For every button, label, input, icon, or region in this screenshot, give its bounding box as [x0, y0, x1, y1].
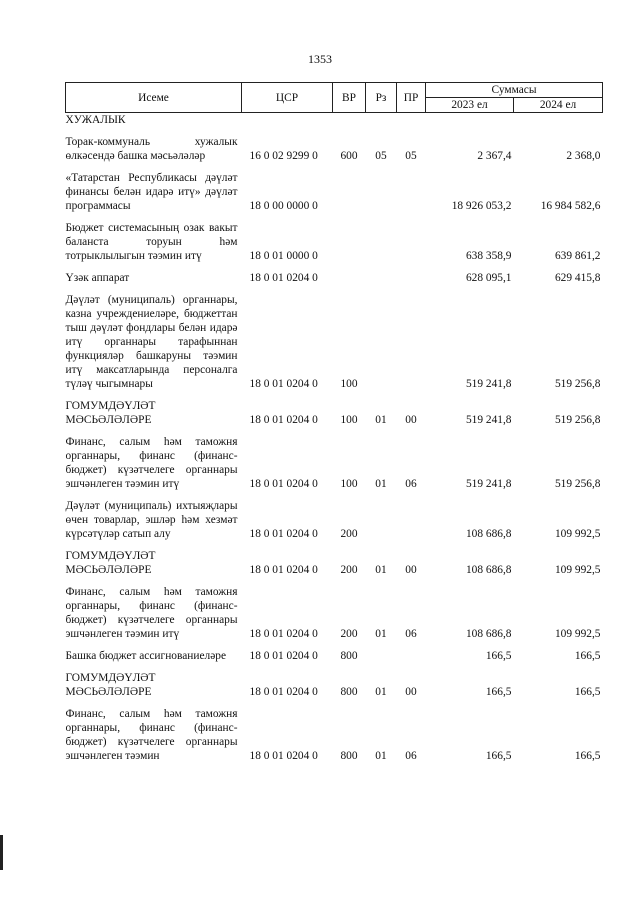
row-vr: [333, 265, 366, 287]
row-value-2023: 628 095,1: [465, 272, 512, 284]
row-pr: 06: [405, 628, 417, 640]
row-rz: [366, 215, 397, 265]
row-value-2024: 519 256,8: [554, 378, 601, 390]
row-name: Дәүләт (муниципаль) органнары, казна учреждениеләре, бюджеттан тыш дәүләт фондлары белән идарә итү органнары тарафыннан функцияләр башкаруны тәэмин итү максатларында персоналга түләү чыгымнары: [65, 294, 238, 390]
row-value-2024: 519 256,8: [554, 414, 601, 426]
row-csr-code: 18 0 01 0204 0: [249, 650, 318, 662]
row-pr: 06: [405, 478, 417, 490]
row-pr: 06: [405, 750, 417, 762]
row-pr: 05: [405, 150, 417, 162]
row-vr: 200: [340, 528, 358, 540]
row-rz: 01: [375, 564, 387, 576]
row-csr-code: 18 0 01 0204 0: [249, 750, 318, 762]
row-rz: [366, 113, 397, 130]
row-value-2023: 519 241,8: [465, 378, 512, 390]
header-year-2023: 2023 ел: [426, 98, 514, 113]
header-csr: ЦСР: [242, 83, 333, 113]
table-row: [66, 429, 603, 493]
row-value-2024: 166,5: [574, 650, 601, 662]
row-value-2024: 166,5: [574, 750, 601, 762]
row-rz: 01: [375, 686, 387, 698]
row-value-2024: [514, 113, 603, 130]
row-value-2023: 166,5: [485, 650, 512, 662]
row-value-2023: 108 686,8: [465, 564, 512, 576]
row-pr: 00: [405, 686, 417, 698]
row-rz: 01: [375, 414, 387, 426]
row-vr: [333, 113, 366, 130]
row-csr-code: 18 0 01 0204 0: [249, 686, 318, 698]
table-row: [66, 287, 603, 393]
row-name: ГОМУМДӘҮЛӘТ МӘСЬӘЛӘЛӘРЕ: [65, 672, 156, 698]
table-row: [66, 643, 603, 665]
row-pr: [397, 215, 426, 265]
row-pr: [397, 113, 426, 130]
row-csr-code: 18 0 01 0204 0: [249, 414, 318, 426]
row-csr-code: 18 0 01 0204 0: [249, 628, 318, 640]
row-vr: 600: [340, 150, 358, 162]
row-csr-code: [242, 113, 333, 130]
row-vr: 100: [340, 378, 358, 390]
row-csr-code: 18 0 01 0204 0: [249, 564, 318, 576]
row-csr-code: 18 0 00 0000 0: [249, 200, 318, 212]
row-vr: 100: [340, 414, 358, 426]
table-row: [66, 113, 603, 130]
row-csr-code: 18 0 01 0204 0: [249, 528, 318, 540]
row-rz: [366, 493, 397, 543]
row-vr: 800: [340, 650, 358, 662]
table-row: [66, 265, 603, 287]
table-row: [66, 543, 603, 579]
table-body: [66, 113, 603, 766]
row-rz: [366, 265, 397, 287]
row-value-2023: 18 926 053,2: [451, 200, 512, 212]
row-rz: 01: [375, 628, 387, 640]
row-vr: 100: [340, 478, 358, 490]
row-name: ГОМУМДӘҮЛӘТ МӘСЬӘЛӘЛӘРЕ: [65, 550, 156, 576]
row-pr: [397, 265, 426, 287]
row-rz: [366, 287, 397, 393]
row-rz: 01: [375, 750, 387, 762]
header-pr: ПР: [397, 83, 426, 113]
row-name: ГОМУМДӘҮЛӘТ МӘСЬӘЛӘЛӘРЕ: [65, 400, 156, 426]
row-csr-code: 18 0 01 0204 0: [249, 478, 318, 490]
row-name: ХУЖАЛЫК: [65, 114, 126, 126]
row-rz: [366, 643, 397, 665]
row-value-2024: 639 861,2: [554, 250, 601, 262]
row-vr: [333, 165, 366, 215]
header-vr: ВР: [333, 83, 366, 113]
table-row: [66, 215, 603, 265]
table-row: [66, 579, 603, 643]
row-rz: 01: [375, 478, 387, 490]
row-value-2023: [426, 113, 514, 130]
row-pr: [397, 165, 426, 215]
row-value-2024: 166,5: [574, 686, 601, 698]
row-name: Финанс, салым һәм таможня органнары, финанс (финанс-бюджет) күзәтчелеге органнары эшчәнлеген тәэмин итү: [65, 436, 238, 490]
row-value-2024: 2 368,0: [566, 150, 601, 162]
row-value-2023: 519 241,8: [465, 414, 512, 426]
row-csr-code: 18 0 01 0204 0: [249, 378, 318, 390]
page-number: 1353: [308, 52, 332, 66]
row-value-2023: 519 241,8: [465, 478, 512, 490]
table-row: [66, 165, 603, 215]
row-pr: [397, 643, 426, 665]
row-value-2023: 108 686,8: [465, 528, 512, 540]
budget-table: [65, 82, 603, 765]
row-value-2024: 519 256,8: [554, 478, 601, 490]
row-value-2024: 109 992,5: [554, 528, 601, 540]
row-value-2023: 2 367,4: [477, 150, 512, 162]
row-value-2023: 166,5: [485, 686, 512, 698]
row-value-2024: 109 992,5: [554, 628, 601, 640]
row-csr-code: 18 0 01 0204 0: [249, 272, 318, 284]
row-pr: [397, 287, 426, 393]
row-name: Торак-коммуналь хужалык өлкәсендә башка мәсьәләләр: [65, 136, 238, 162]
row-vr: [333, 215, 366, 265]
table-row: [66, 701, 603, 765]
row-name: Бюджет системасының озак вакыт баланста торуын һәм тотрыклылыгын тәэмин итү: [65, 222, 238, 262]
header-rz: Рз: [366, 83, 397, 113]
row-value-2023: 166,5: [485, 750, 512, 762]
row-value-2024: 16 984 582,6: [540, 200, 601, 212]
row-name: Финанс, салым һәм таможня органнары, финанс (финанс-бюджет) күзәтчелеге органнары эшчәнлеген тәэмин итү: [65, 586, 238, 640]
row-vr: 800: [340, 750, 358, 762]
row-rz: [366, 165, 397, 215]
row-rz: 05: [375, 150, 387, 162]
header-name: Исеме: [66, 83, 242, 113]
row-csr-code: 16 0 02 9299 0: [249, 150, 318, 162]
header-year-2024: 2024 ел: [514, 98, 603, 113]
row-name: Финанс, салым һәм таможня органнары, финанс (финанс-бюджет) күзәтчелеге органнары эшчәнлеген тәэмин: [65, 708, 238, 762]
table-row: [66, 493, 603, 543]
row-pr: 00: [405, 564, 417, 576]
row-name: Дәүләт (муниципаль) ихтыяҗлары өчен товарлар, эшләр һәм хезмәт күрсәтүләр сатып алу: [65, 500, 238, 540]
row-vr: 800: [340, 686, 358, 698]
row-value-2024: 109 992,5: [554, 564, 601, 576]
scan-edge-mark: [0, 835, 3, 870]
row-pr: [397, 493, 426, 543]
header-sums: Суммасы: [426, 83, 603, 98]
row-name: «Татарстан Республикасы дәүләт финансы белән идарә итү» дәүләт программасы: [65, 172, 238, 212]
table-row: [66, 393, 603, 429]
row-vr: 200: [340, 628, 358, 640]
row-name: Башка бюджет ассигнованиеләре: [65, 650, 227, 662]
table-row: [66, 665, 603, 701]
row-vr: 200: [340, 564, 358, 576]
row-csr-code: 18 0 01 0000 0: [249, 250, 318, 262]
row-name: Үзәк аппарат: [65, 272, 130, 284]
row-value-2024: 629 415,8: [554, 272, 601, 284]
row-value-2023: 108 686,8: [465, 628, 512, 640]
row-pr: 00: [405, 414, 417, 426]
row-value-2023: 638 358,9: [465, 250, 512, 262]
table-row: [66, 129, 603, 165]
